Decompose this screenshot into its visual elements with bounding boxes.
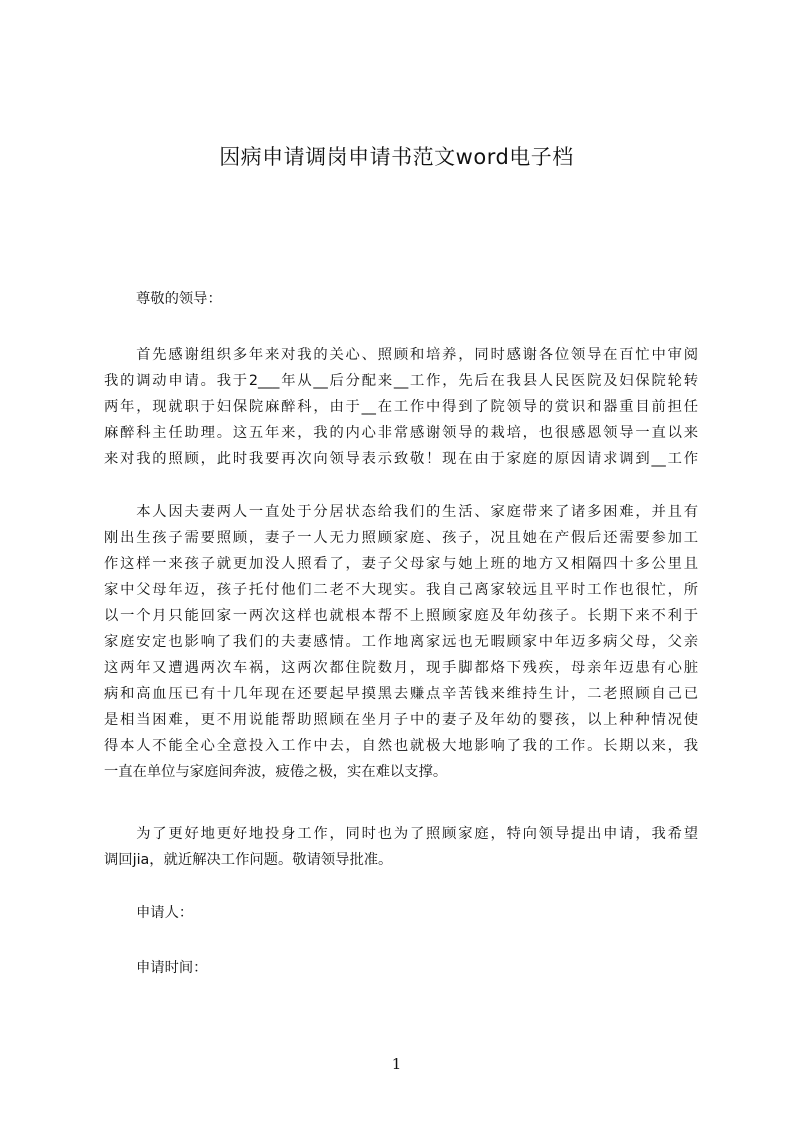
salutation: 尊敬的领导：	[136, 291, 222, 307]
paragraph3-line: 调回jia，就近解决工作问题。敬请领导批准。	[104, 852, 393, 868]
paragraph2-line: 得本人不能全心全意投入工作中去，自然也就极大地影响了我的工作。长期以来，我	[104, 738, 698, 754]
applicant-label: 申请人：	[136, 905, 194, 921]
paragraph2-line: 一直在单位与家庭间奔波，疲倦之极，实在难以支撑。	[104, 764, 448, 780]
paragraph1-line: 来对我的照顾，此时我要再次向领导表示致敬！现在由于家庭的原因请求调到__工作	[104, 451, 698, 467]
paragraph2-line: 这两年又遭遇两次车祸，这两次都住院数月，现手脚都烙下残疾，母亲年迈患有心脏	[104, 660, 698, 676]
paragraph1-line: 麻醉科主任助理。这五年来，我的内心非常感谢领导的栽培，也很感恩领导一直以来	[104, 425, 698, 441]
paragraph2-line: 本人因夫妻两人一直处于分居状态给我们的生活、家庭带来了诸多困难，并且有	[104, 504, 698, 520]
paragraph1-line: 我的调动申请。我于2___年从__后分配来__工作，先后在我县人民医院及妇保院轮转	[104, 373, 698, 389]
paragraph2-line: 以一个月只能回家一两次这样也就根本帮不上照顾家庭及年幼孩子。长期下来不利于	[104, 608, 698, 624]
page-number: 1	[391, 1055, 402, 1073]
paragraph2-line: 是相当困难，更不用说能帮助照顾在坐月子中的妻子及年幼的婴孩，以上种种情况使	[104, 712, 698, 728]
paragraph1-line: 首先感谢组织多年来对我的关心、照顾和培养，同时感谢各位领导在百忙中审阅	[104, 347, 698, 363]
paragraph3-line: 为了更好地更好地投身工作，同时也为了照顾家庭，特向领导提出申请，我希望	[104, 826, 698, 842]
paragraph2-line: 家庭安定也影响了我们的夫妻感情。工作地离家远也无暇顾家中年迈多病父母，父亲	[104, 634, 698, 650]
application-date-label: 申请时间：	[136, 960, 208, 976]
paragraph2-line: 刚出生孩子需要照顾，妻子一人无力照顾家庭、孩子，况且她在产假后还需要参加工	[104, 530, 698, 546]
paragraph2-line: 家中父母年迈，孩子托付他们二老不大现实。我自己离家较远且平时工作也很忙，所	[104, 582, 698, 598]
paragraph2-line: 病和高血压已有十几年现在还要起早摸黑去赚点辛苦钱来维持生计，二老照顾自己已	[104, 686, 698, 702]
paragraph1-line: 两年，现就职于妇保院麻醉科，由于__在工作中得到了院领导的赏识和器重目前担任	[104, 399, 698, 415]
paragraph2-line: 作这样一来孩子就更加没人照看了，妻子父母家与她上班的地方又相隔四十多公里且	[104, 556, 698, 572]
document-title: 因病申请调岗申请书范文word电子档	[219, 145, 574, 169]
